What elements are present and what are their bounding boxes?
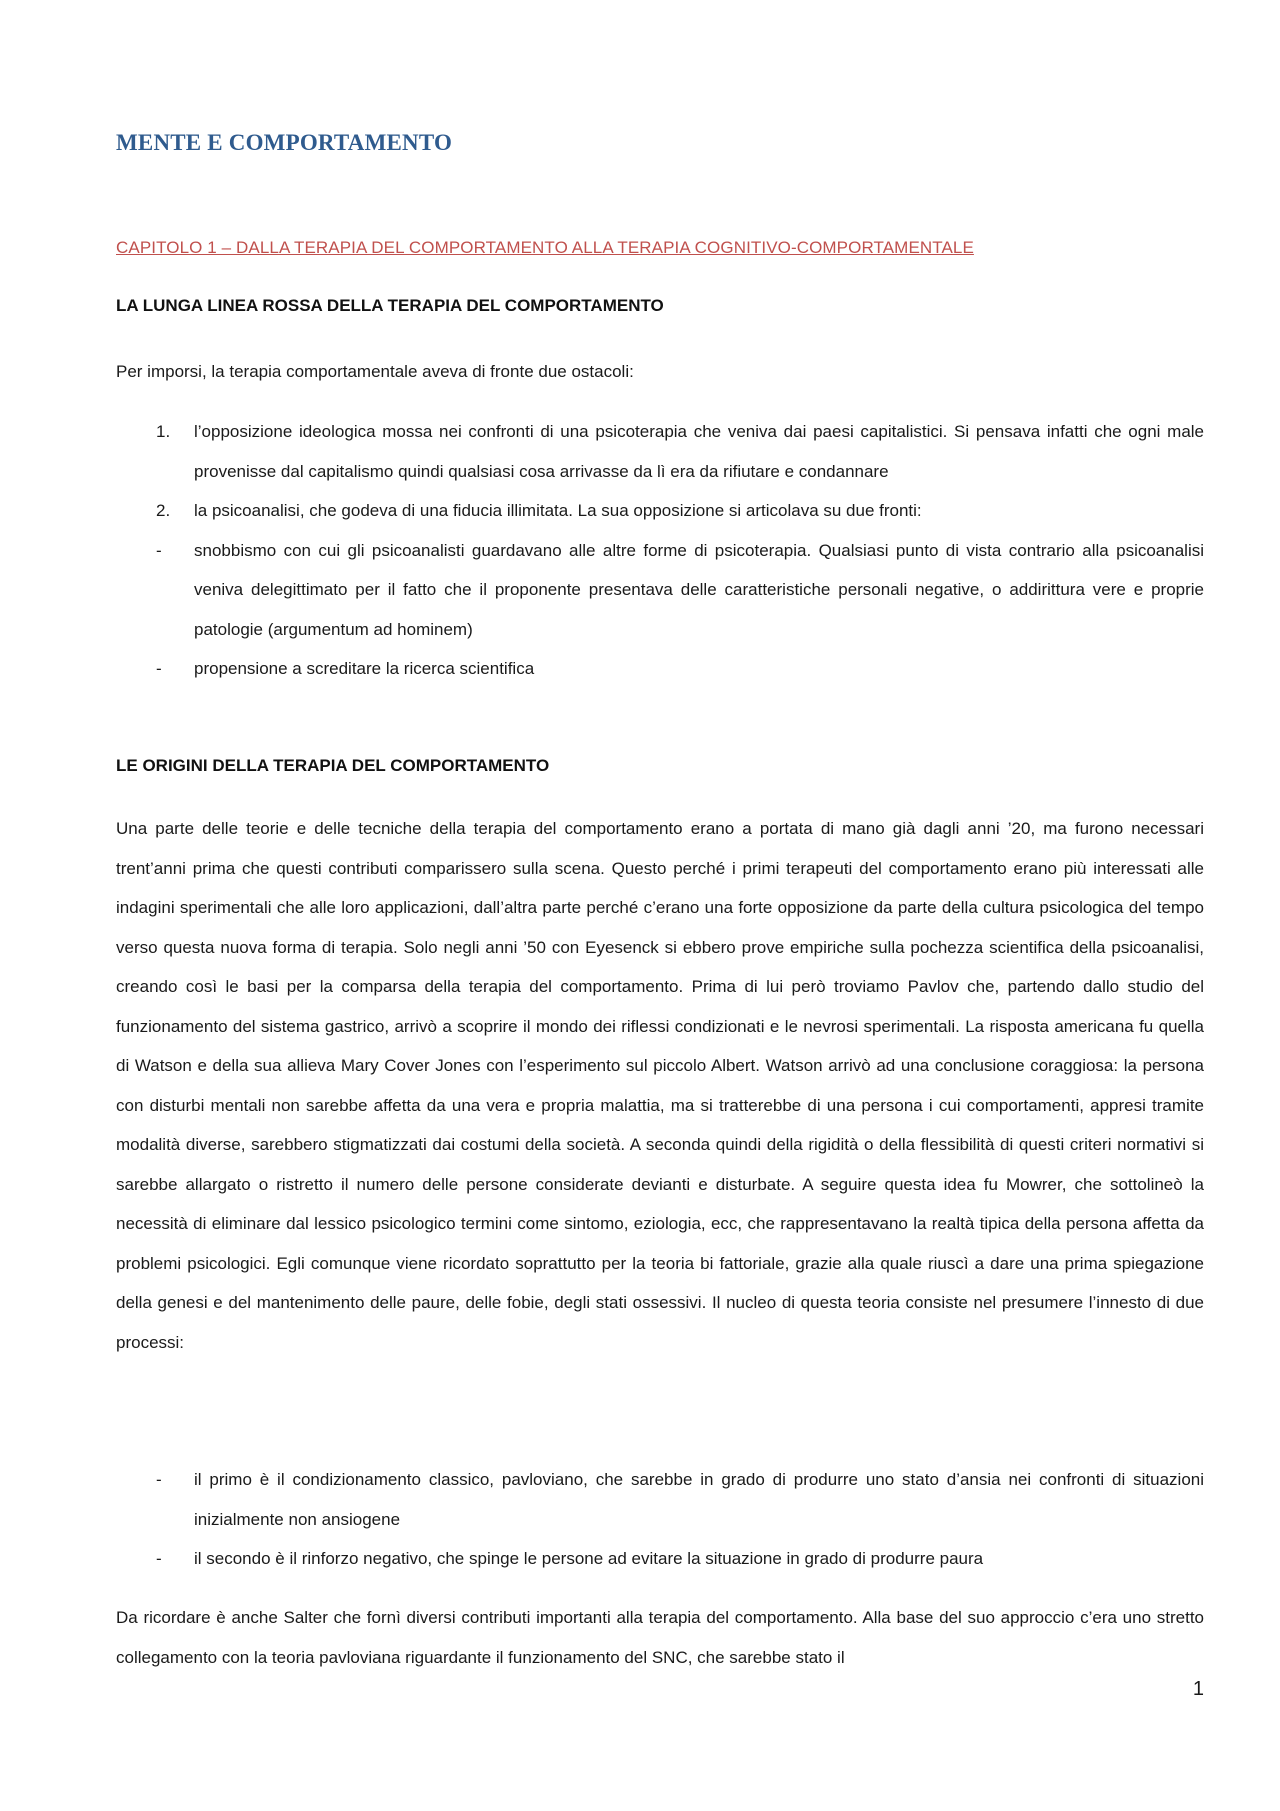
list-item — [116, 531, 1204, 650]
list-item-text: propensione a screditare la ricerca scientifica — [194, 659, 535, 678]
page-number: 1 — [1192, 1678, 1204, 1700]
list-marker: - — [156, 1549, 162, 1568]
list-item — [116, 1539, 1204, 1579]
list-marker: - — [156, 1470, 162, 1489]
salter-paragraph: Da ricordare è anche Salter che fornì diversi contributi importanti alla terapia del comportamento. Alla base del suo approccio c’era uno stretto collegamento con la teoria pavloviana riguardante il funzionamento del SNC, che sarebbe stato il — [116, 1608, 1204, 1667]
chapter-title: CAPITOLO 1 – DALLA TERAPIA DEL COMPORTAMENTO ALLA TERAPIA COGNITIVO-COMPORTAMENTALE — [116, 238, 974, 257]
list-item — [116, 491, 1204, 531]
list-item-text: l’opposizione ideologica mossa nei confronti di una psicoterapia che veniva dai paesi capitalistici. Si pensava infatti che ogni male provenisse dal capitalismo quindi qualsiasi cosa arrivasse da lì era da rifiutare e condannare — [194, 422, 1204, 481]
list-item — [116, 649, 1204, 689]
list-item-text: il secondo è il rinforzo negativo, che spinge le persone ad evitare la situazione in grado di produrre paura — [194, 1549, 984, 1568]
list-item-text: snobbismo con cui gli psicoanalisti guardavano alle altre forme di psicoterapia. Qualsiasi punto di vista contrario alla psicoanalisi veniva delegittimato per il fatto che il proponente presentava delle caratteristiche personali negative, o addirittura vere e proprie patologie (argumentum ad hominem) — [194, 540, 1204, 639]
document-page — [116, 0, 1204, 1811]
section-heading-linea-rossa: LA LUNGA LINEA ROSSA DELLA TERAPIA DEL COMPORTAMENTO — [116, 296, 664, 315]
list-item — [116, 1460, 1204, 1539]
origins-paragraph: Una parte delle teorie e delle tecniche della terapia del comportamento erano a portata di mano già dagli anni ’20, ma furono necessari trent’anni prima che questi contributi comparissero sulla scena. Questo perché i primi terapeuti del comportamento erano più interessati alle indagini sperimentali che alle loro applicazioni, dall’altra parte perché c’erano una forte opposizione da parte della cultura psicologica del tempo verso questa nuova forma di terapia. Solo negli anni ’50 con Eyesenck si ebbero prove empiriche sulla pochezza scientifica della psicoanalisi, creando così le basi per la comparsa della terapia del comportamento. Prima di lui però troviamo Pavlov che, partendo dallo studio del funzionamento del sistema gastrico, arrivò a scoprire il mondo dei riflessi condizionati e le nevrosi sperimentali. La risposta americana fu quella di Watson e della sua allieva Mary Cover Jones con l’esperimento sul piccolo Albert. Watson arrivò ad una conclusione coraggiosa: la persona con disturbi mentali non sarebbe affetta da una vera e propria malattia, ma si tratterebbe di una persona i cui comportamenti, appresi tramite modalità diverse, sarebbero stigmatizzati dai costumi della società. A seconda quindi della rigidità o della flessibilità di questi criteri normativi si sarebbe allargato o ristretto il numero delle persone considerate devianti e disturbate. A seguire questa idea fu Mowrer, che sottolineò la necessità di eliminare dal lessico psicologico termini come sintomo, eziologia, ecc, che rappresentavano la realtà tipica della persona affetta da problemi psicologici. Egli comunque viene ricordato soprattutto per la teoria bi fattoriale, grazie alla quale riuscì a dare una prima spiegazione della genesi e del mantenimento delle paure, delle fobie, degli stati ossessivi. Il nucleo di questa teoria consiste nel presumere l’innesto di due processi: — [116, 819, 1204, 1352]
list-marker: - — [156, 540, 162, 560]
list-item-text: la psicoanalisi, che godeva di una fiducia illimitata. La sua opposizione si articolava su due fronti: — [194, 501, 922, 520]
document-title: MENTE E COMPORTAMENTO — [116, 130, 453, 155]
list-item-text: il primo è il condizionamento classico, pavloviano, che sarebbe in grado di produrre uno stato d’ansia nei confronti di situazioni inizialmente non ansiogene — [194, 1470, 1204, 1529]
list-marker: 2. — [156, 501, 171, 520]
processes-list — [116, 1460, 1204, 1579]
list-marker: - — [156, 659, 162, 678]
list-item — [116, 412, 1204, 491]
list-marker: 1. — [156, 422, 171, 441]
section-intro: Per imporsi, la terapia comportamentale aveva di fronte due ostacoli: — [116, 362, 634, 381]
section-heading-origini: LE ORIGINI DELLA TERAPIA DEL COMPORTAMENTO — [116, 756, 550, 775]
obstacles-list — [116, 412, 1204, 689]
